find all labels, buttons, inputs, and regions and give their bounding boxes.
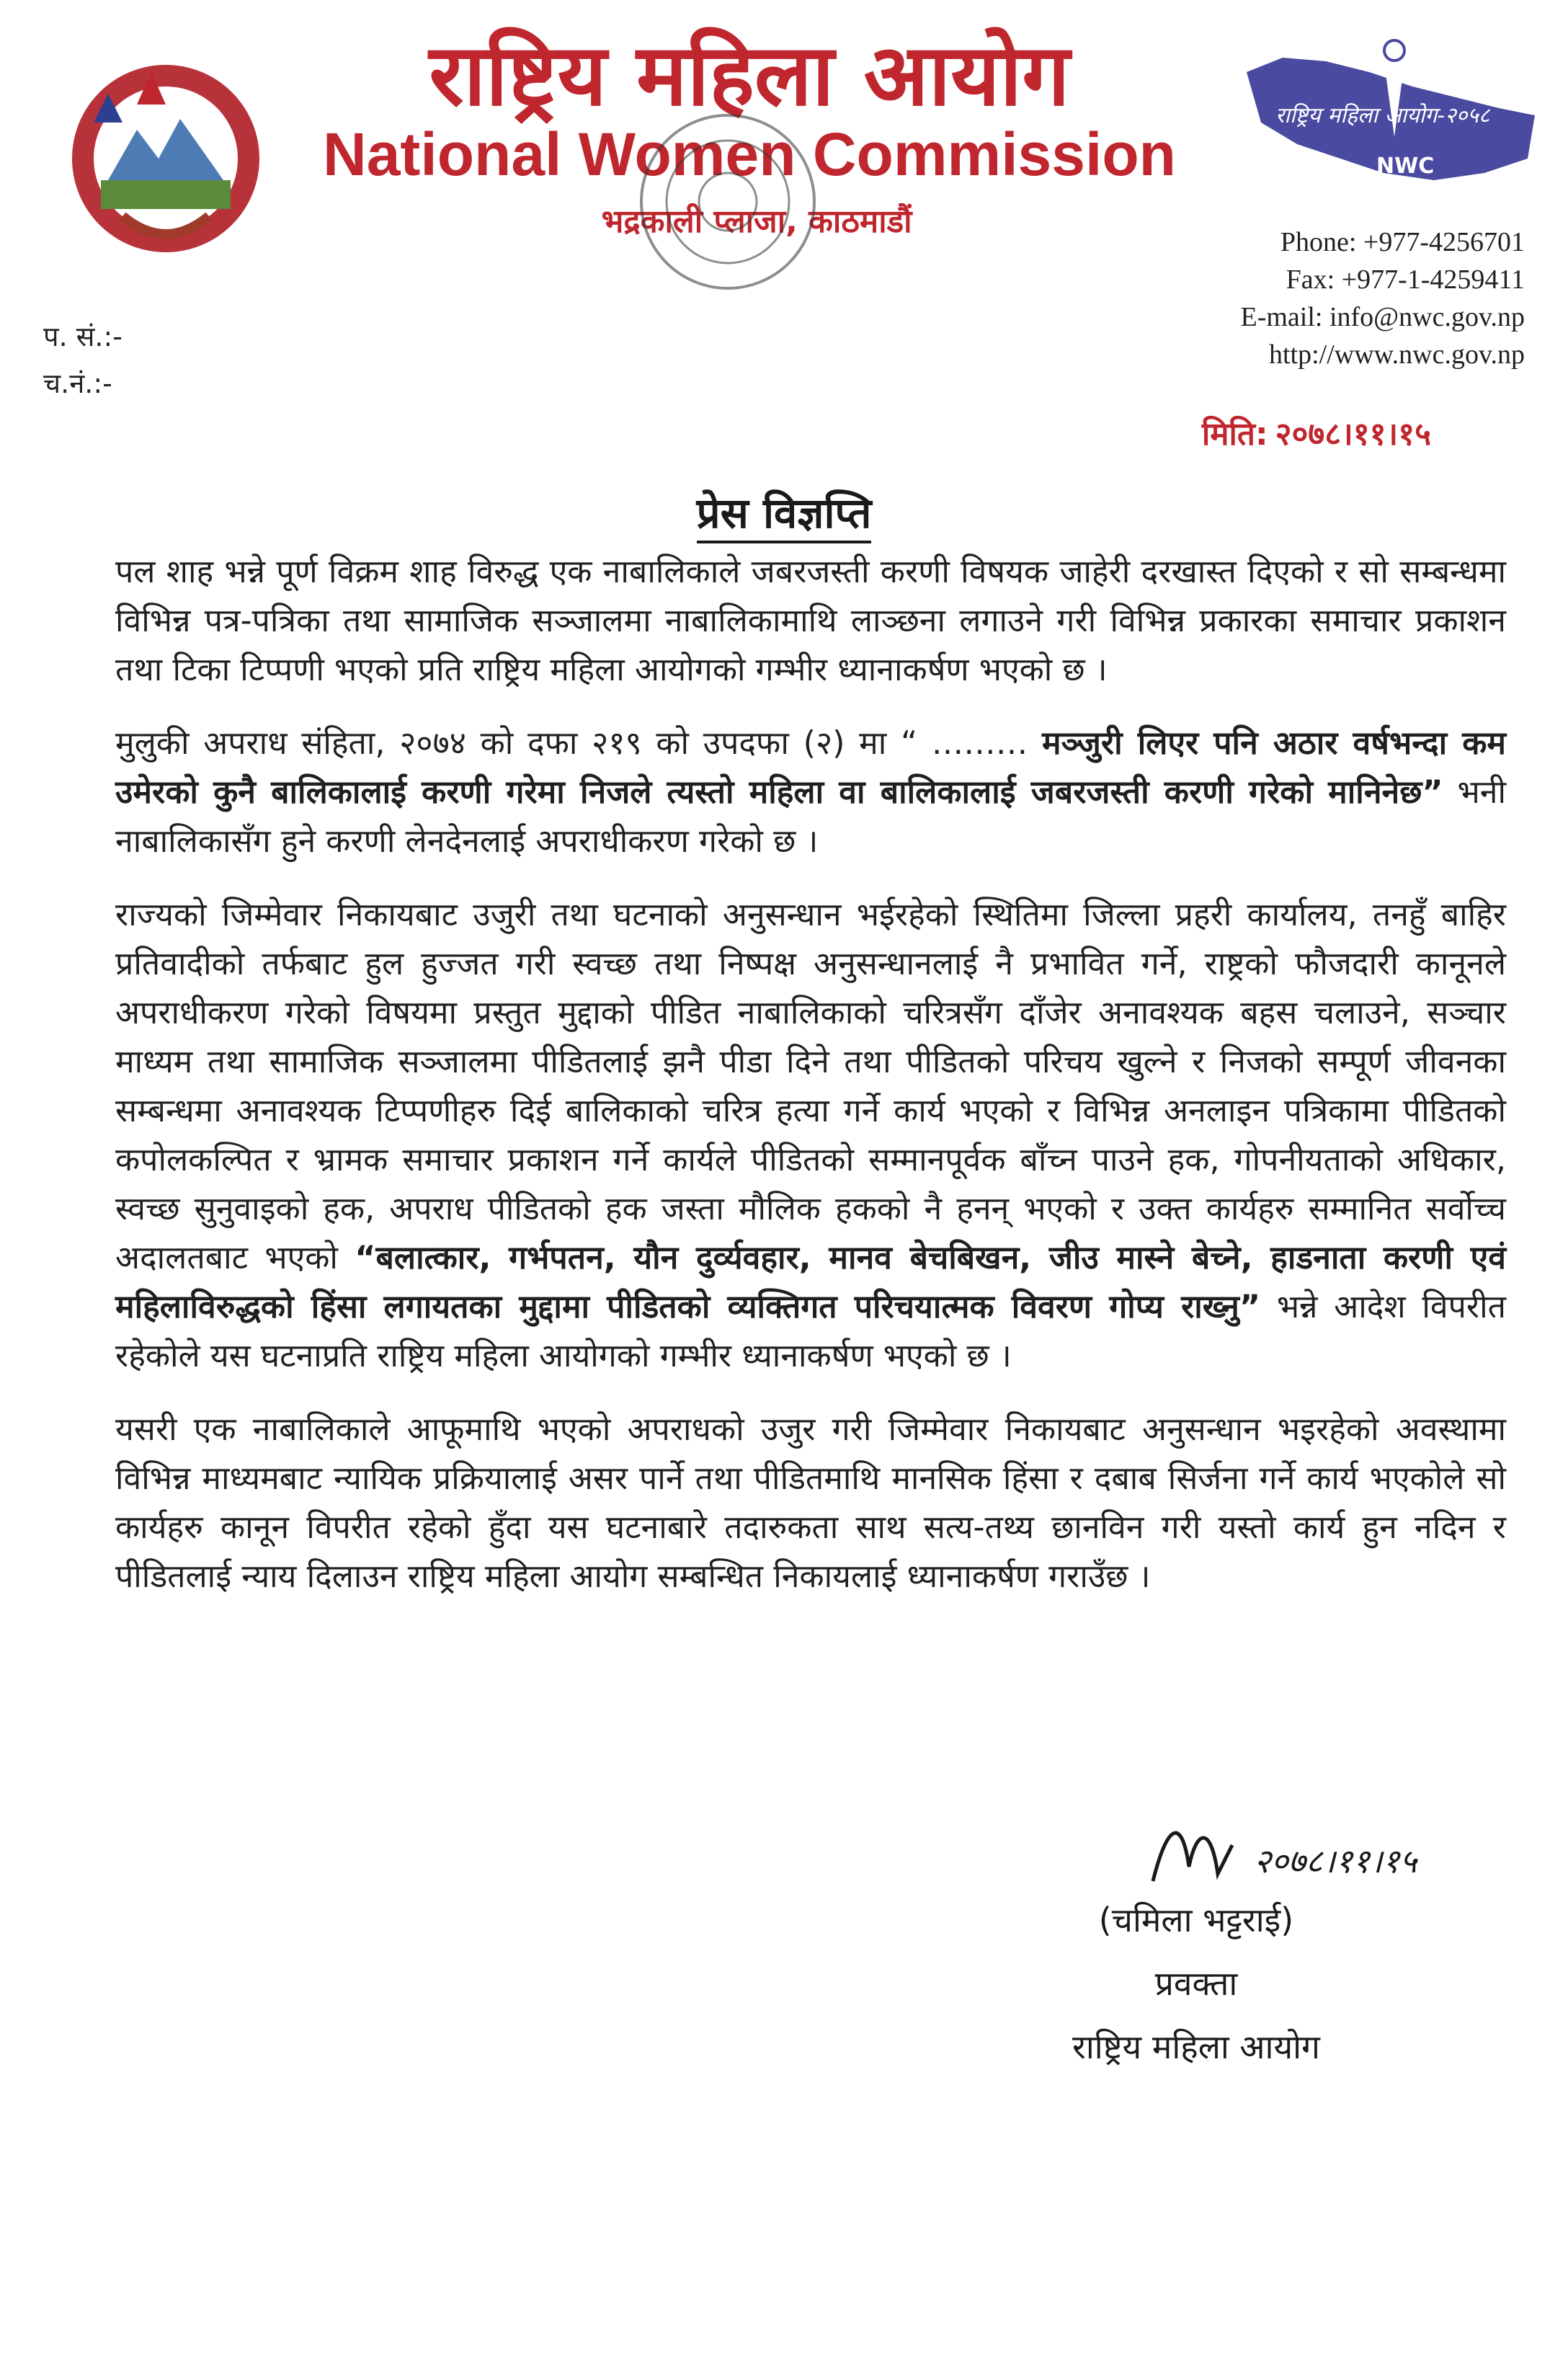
office-seal-icon — [634, 108, 821, 296]
contact-block — [1240, 223, 1525, 373]
paragraph-3-text-b: भन्ने आदेश विपरीत रहेकोले यस घटनाप्रति राष्ट्रिय महिला आयोगको गम्भीर ध्यानाकर्षण भएको छ । — [115, 1289, 1506, 1374]
paragraph-3-text-a: राज्यको जिम्मेवार निकायबाट उजुरी तथा घटनाको अनुसन्धान भईरहेको स्थितिमा जिल्ला प्रहरी कार्यालय, तनहुँ बाहिर प्रतिवादीको तर्फबाट हुल हुज्जत गरी स्वच्छ तथा निष्पक्ष अनुसन्धानलाई नै प्रभावित गर्ने, राष्ट्रको फौजदारी कानूनले अपराधीकरण गरेको विषयमा प्रस्तुत मुद्दाको पीडित नाबालिकाको चरित्रसँग दाँजेर अनावश्यक बहस चलाउने, सञ्चार माध्यम तथा सामाजिक सञ्जालमा पीडितलाई झनै पीडा दिने तथा पीडितको परिचय खुल्ने र निजको सम्पूर्ण जीवनका सम्बन्धमा अनावश्यक टिप्पणीहरु दिई बालिकाको चरित्र हत्या गर्ने कार्य भएको र विभिन्न अनलाइन पत्रिकामा पीडितको कपोलकल्पित र भ्रामक समाचार प्रकाशन गर्ने कार्यले पीडितको सम्मानपूर्वक बाँच्न पाउने हक, गोपनीयताको अधिकार, स्वच्छ सुनुवाइको हक, अपराध पीडितको हक जस्ता मौलिक हकको नै हनन् भएको र उक्त कार्यहरु सम्मानित सर्वोच्च अदालतबाट भएको — [115, 897, 1506, 1276]
signatory-name: (चमिला भट्टराई) — [1098, 1901, 1294, 1939]
paragraph-1: पल शाह भन्ने पूर्ण विक्रम शाह विरुद्ध एक नाबालिकाले जबरजस्ती करणी विषयक जाहेरी दरखास्त दिएको र सो सम्बन्धमा विभिन्न पत्र-पत्रिका तथा सामाजिक सञ्जालमा नाबालिकामाथि लाञ्छना लगाउने गरी विभिन्न प्रकारका समाचार प्रकाशन तथा टिका टिप्पणी भएको प्रति राष्ट्रिय महिला आयोगको गम्भीर ध्यानाकर्षण भएको छ । — [115, 554, 1506, 688]
date-value: २०७८।११।१५ — [1275, 416, 1431, 453]
contact-email: E-mail: info@nwc.gov.np — [1240, 302, 1525, 332]
org-name-np: राष्ट्रिय महिला आयोग — [429, 25, 1070, 125]
paragraph-2-text-b: भनी नाबालिकासँग हुने करणी लेनदेनलाई अपराधीकरण गरेको छ । — [115, 774, 1507, 860]
date-label: मिति: — [1201, 416, 1268, 453]
contact-fax: Fax: +977-1-4259411 — [1286, 265, 1525, 295]
signoff-block — [994, 1888, 1398, 2079]
letter-body — [115, 548, 1506, 1626]
paragraph-3-quote: “बलात्कार, गर्भपतन, यौन दुर्व्यवहार, मानव बेचबिखन, जीउ मास्ने बेच्ने, हाडनाता करणी एवं महिलाविरुद्धको हिंसा लगायतका मुद्दामा पीडितको व्यक्तिगत परिचयात्मक विवरण गोप्य राख्नु” — [115, 1240, 1506, 1325]
reference-patra-sankhya: प. सं.:- — [43, 321, 123, 352]
logo-abbr: NWC — [1376, 154, 1435, 179]
heading-text: प्रेस विज्ञप्ति — [697, 489, 872, 543]
signatory-designation: प्रवक्ता — [1154, 1964, 1238, 2003]
paragraph-4: यसरी एक नाबालिकाले आफूमाथि भएको अपराधको उजुर गरी जिम्मेवार निकायबाट अनुसन्धान भइरहेको अवस्थामा विभिन्न माध्यमबाट न्यायिक प्रक्रियालाई असर पार्ने तथा पीडितमाथि मानसिक हिंसा र दबाब सिर्जना गर्ने कार्य भएकोले सो कार्यहरु कानून विपरीत रहेको हुँदा यस घटनाबारे तदारुकता साथ सत्य-तथ्य छानविन गरी यस्तो कार्य हुन नदिन र पीडितलाई न्याय दिलाउन राष्ट्रिय महिला आयोग सम्बन्धित निकायलाई ध्यानाकर्षण गराउँछ । — [115, 1411, 1506, 1595]
reference-chalani-number: च.नं.:- — [43, 368, 112, 399]
contact-phone: Phone: +977-4256701 — [1280, 227, 1525, 257]
signature-date: २०७८।११।१५ — [1254, 1841, 1417, 1880]
org-name-en: National Women Commission — [323, 120, 1176, 188]
paragraph-3 — [115, 891, 1506, 1381]
document-heading — [0, 483, 1568, 540]
paragraph-2 — [115, 719, 1506, 866]
paragraph-2-quote: मञ्जुरी लिएर पनि अठार वर्षभन्दा कम उमेरको कुनै बालिकालाई करणी गरेमा निजले त्यस्तो महिला वा बालिकालाई जबरजस्ती करणी गरेको मानिनेछ” — [115, 725, 1507, 811]
logo-caption: राष्ट्रिय महिला आयोग-२०५८ — [1275, 103, 1490, 128]
paragraph-2-text-a: मुलुकी अपराध संहिता, २०७४ को दफा २१९ को उपदफा (२) मा “ ……… — [115, 725, 1043, 762]
contact-website: http://www.nwc.gov.np — [1269, 339, 1525, 370]
nwc-map-logo-icon — [1239, 29, 1542, 216]
nepal-emblem-icon — [58, 50, 274, 259]
org-address: भद्रकाली प्लाजा, काठमाडौं — [601, 203, 912, 240]
letter-date — [1202, 411, 1431, 454]
signatory-organization: राष्ट्रिय महिला आयोग — [1072, 2027, 1320, 2066]
